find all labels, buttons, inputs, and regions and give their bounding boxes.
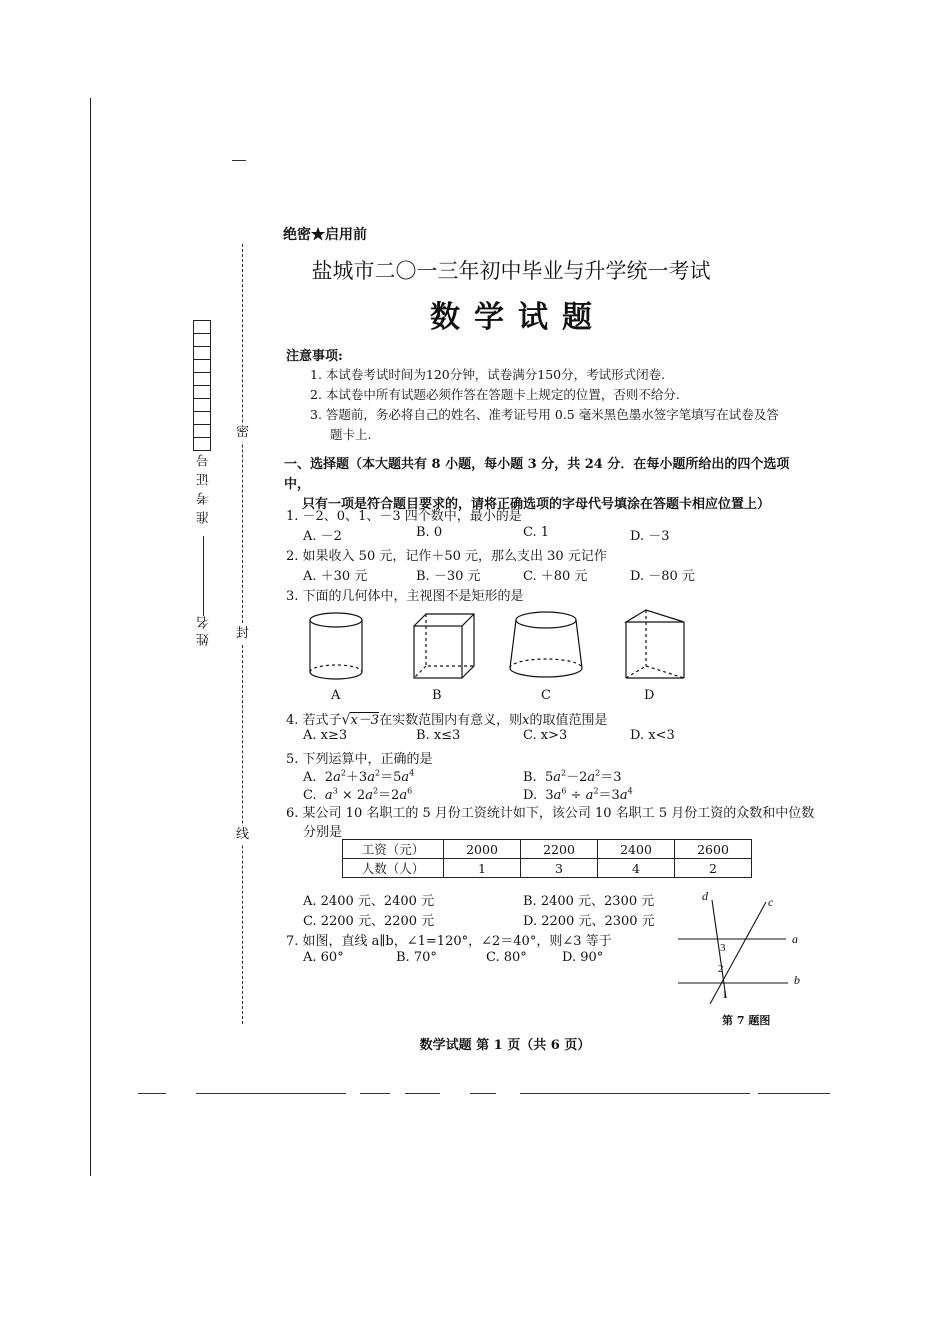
q4-stem-post: 在实数范围内有意义，则 <box>379 713 523 728</box>
q6-stem-1: 6. 某公司 10 名职工的 5 月份工资统计如下，该公司 10 名职工 5 月份工资的众数和中位数 <box>286 806 815 821</box>
table-cell: 人数（人） <box>343 859 444 878</box>
q4-radicand: x－3 <box>350 713 380 728</box>
bottom-rule <box>470 1093 496 1094</box>
bottom-rule <box>758 1093 830 1094</box>
q5-option-b: B. $5a^2-2a^2=3$ <box>523 768 622 785</box>
q2-option-d: D. －80 元 <box>630 569 695 584</box>
id-number-boxes[interactable] <box>193 320 211 451</box>
q4-stem-post2: 的取值范围是 <box>529 713 608 728</box>
bottom-rule <box>405 1093 440 1094</box>
table-cell: 2400 <box>598 840 675 859</box>
sqrt-sign: √ <box>341 712 351 728</box>
angle-1: 1 <box>722 989 728 1001</box>
solid-d-prism <box>626 610 684 678</box>
q7-option-b: B. 70° <box>396 950 437 965</box>
table-cell: 2200 <box>521 840 598 859</box>
q4-option-a: A. x≥3 <box>303 728 348 743</box>
q1-option-c: C. 1 <box>523 525 550 540</box>
table-cell: 2 <box>675 859 752 878</box>
q7-stem: 7. 如图，直线 a∥b，∠1=120°，∠2＝40°，则∠3 等于 <box>286 934 612 949</box>
q5-option-c: C. $a^3 \times 2a^2=2a^6$ <box>303 786 413 803</box>
name-label: 姓名 <box>197 612 212 646</box>
binding-char-mi: 密 <box>236 425 250 440</box>
table-cell: 2600 <box>675 840 752 859</box>
solid-a-cylinder <box>310 613 362 679</box>
q2-stem: 2. 如果收入 50 元，记作＋50 元，那么支出 30 元记作 <box>286 549 607 564</box>
label-b: b <box>794 973 800 987</box>
q7-parallel-lines-figure <box>672 888 812 1012</box>
q5-option-d: D. $3a^6 \div a^2=3a^4$ <box>523 786 633 803</box>
note-3: 3. 答题前，务必将自己的姓名、准考证号用 0.5 毫米黑色墨水签字笔填写在试卷及答 <box>310 407 779 422</box>
page-footer: 数学试题 第 1 页（共 6 页） <box>419 1038 591 1053</box>
note-1: 1. 本试卷考试时间为120分钟，试卷满分150分，考试形式闭卷. <box>310 367 666 382</box>
q7-option-c: C. 80° <box>486 950 527 965</box>
q3-stem: 3. 下面的几何体中，主视图不是矩形的是 <box>286 589 524 604</box>
q3-label-c: C <box>541 688 551 703</box>
q3-label-d: D <box>644 688 655 703</box>
notes-heading: 注意事项: <box>286 349 343 364</box>
wage-table <box>342 839 752 878</box>
q5-option-a: A. $2a^2+3a^2=5a^4$ <box>303 768 415 785</box>
q2-option-c: C. ＋80 元 <box>523 569 588 584</box>
id-underline <box>203 536 204 616</box>
bottom-rule <box>520 1093 750 1094</box>
table-cell: 3 <box>521 859 598 878</box>
table-cell: 工资（元） <box>343 840 444 859</box>
section-line-1: 一、选择题（本大题共有 8 小题，每小题 3 分，共 24 分．在每小题所给出的四个选项中， <box>284 457 790 492</box>
bottom-rule <box>138 1093 166 1094</box>
binding-char-xian: 线 <box>236 827 250 842</box>
q1-option-b: B. 0 <box>416 525 443 540</box>
note-2: 2. 本试卷中所有试题必须作答在答题卡上规定的位置，否则不给分. <box>310 387 680 402</box>
q6-option-c: C. 2200 元、2200 元 <box>303 914 435 929</box>
q6-option-b: B. 2400 元、2300 元 <box>523 894 655 909</box>
q4-stem-pre: 4. 若式子 <box>286 713 342 728</box>
solid-c-frustum <box>510 612 582 677</box>
q1-stem: 1. －2、0、1、－3 四个数中，最小的是 <box>286 509 522 524</box>
q7-figure-caption: 第 7 题图 <box>722 1014 771 1027</box>
margin-mark <box>232 160 246 161</box>
q7-option-a: A. 60° <box>303 950 344 965</box>
q5-stem: 5. 下列运算中，正确的是 <box>286 752 433 767</box>
q3-label-b: B <box>432 688 442 703</box>
solid-b-box <box>414 614 474 678</box>
angle-3: 3 <box>720 942 726 954</box>
q4-variable: x <box>522 713 530 728</box>
bottom-rule <box>196 1093 346 1094</box>
q4-option-c: C. x>3 <box>523 728 568 743</box>
q4-stem <box>286 709 607 728</box>
id-number-label: 准考证号 <box>197 448 212 524</box>
q1-option-a: A. －2 <box>303 529 342 544</box>
table-cell: 2000 <box>444 840 521 859</box>
q6-stem-2: 分别是 <box>303 825 343 840</box>
q6-option-d: D. 2200 元、2300 元 <box>523 914 655 929</box>
q3-solids-figure <box>296 606 696 686</box>
q1-option-d: D. －3 <box>630 529 670 544</box>
table-cell: 4 <box>598 859 675 878</box>
table-row <box>343 840 752 859</box>
label-c: c <box>768 895 774 909</box>
table-row <box>343 859 752 878</box>
bottom-rule <box>360 1093 390 1094</box>
q4-option-d: D. x<3 <box>630 728 675 743</box>
q7-option-d: D. 90° <box>562 950 604 965</box>
table-cell: 1 <box>444 859 521 878</box>
q4-option-b: B. x≤3 <box>416 728 461 743</box>
q3-label-a: A <box>331 688 341 703</box>
note-3-cont: 题卡上. <box>330 427 372 442</box>
q6-option-a: A. 2400 元、2400 元 <box>303 894 435 909</box>
label-a: a <box>792 932 798 946</box>
angle-2: 2 <box>718 963 724 975</box>
subject-title: 数学试题 <box>430 300 606 335</box>
q2-option-b: B. －30 元 <box>416 569 481 584</box>
section-line-2: 只有一项是符合题目要求的，请将正确选项的字母代号填涂在答题卡相应位置上） <box>302 497 771 512</box>
label-d: d <box>702 889 708 903</box>
secret-mark: 绝密★启用前 <box>283 227 367 243</box>
line-c <box>710 902 766 1004</box>
exam-title: 盐城市二〇一三年初中毕业与升学统一考试 <box>311 259 711 283</box>
binding-char-feng: 封 <box>236 626 250 641</box>
q2-option-a: A. ＋30 元 <box>303 569 368 584</box>
